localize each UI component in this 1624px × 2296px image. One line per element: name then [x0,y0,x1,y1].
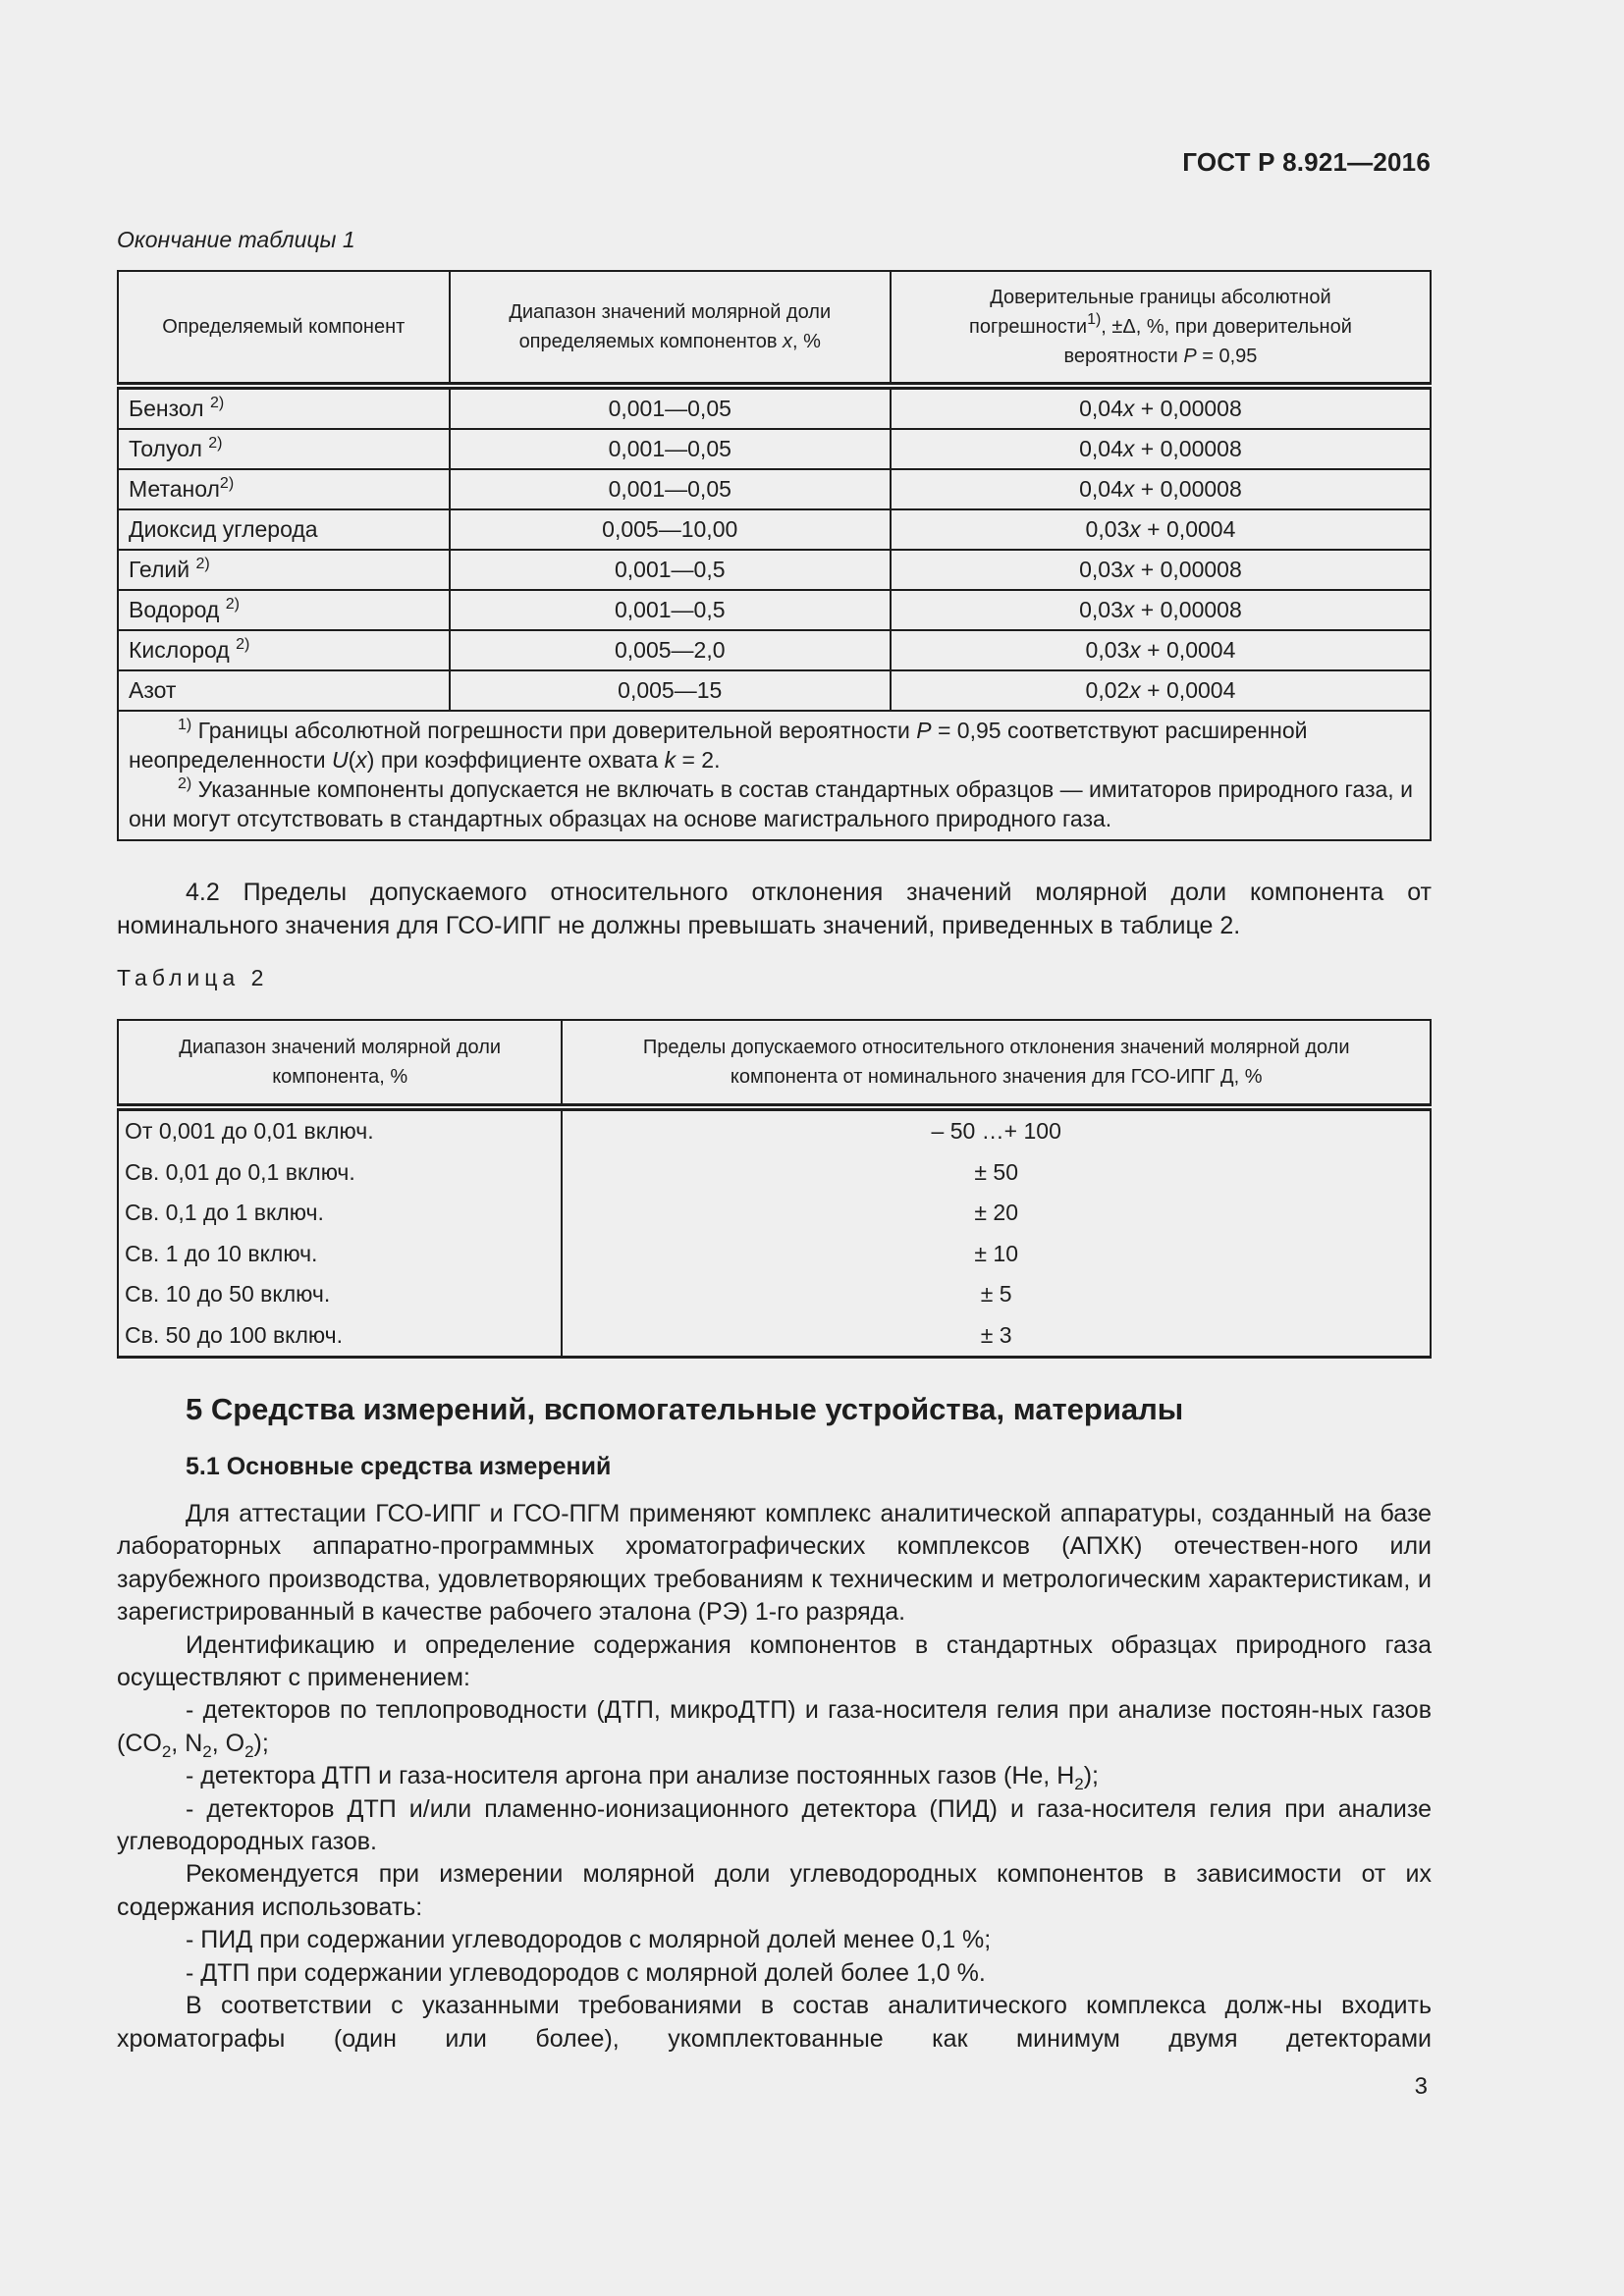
bullet-item: - детекторов ДТП и/или пламенно-ионизационного детектора (ПИД) и газа-носителя гелия при анализе углеводородных газов. [117,1794,1432,1856]
header-text: , ±Δ, %, при доверительной [1101,316,1352,338]
var-x: x [1122,436,1135,461]
header-text: , % [792,331,821,352]
coef: 0,04 [1079,436,1123,461]
coef: 0,04 [1079,396,1123,421]
footnote-ref: 2) [236,636,250,653]
range-cell: Св. 1 до 10 включ. [118,1234,562,1275]
header-text: погрешности [969,316,1088,338]
component-cell [118,670,450,711]
range-cell: 0,001—0,5 [450,590,891,630]
table-row [118,590,1431,630]
header-text: Доверительные границы абсолютной [990,287,1331,308]
uncertainty-cell [891,670,1431,711]
footnote-mark: 1) [178,717,192,733]
paragraph: Идентификацию и определение содержания компонентов в стандартных образцах природного газа осуществляют с применением: [117,1630,1432,1692]
section-5-heading: 5 Средства измерений, вспомогательные устройства, материалы [186,1392,1184,1426]
const: + 0,0004 [1140,637,1236,663]
limit-cell: – 50 …+ 100 [562,1107,1431,1152]
footnote-mark: 2) [178,775,192,792]
const: + 0,00008 [1134,557,1242,582]
bullet-item: - ПИД при содержании углеводородов с молярной долей менее 0,1 %; [186,1926,992,1954]
coef: 0,04 [1079,476,1123,502]
header-var-p: P [1183,346,1197,367]
header-text: определяемых компонентов [518,331,784,352]
range-cell: От 0,001 до 0,01 включ. [118,1107,562,1152]
table-row [118,630,1431,670]
bullet-item [117,1760,1432,1792]
footnote-var: P [916,718,932,743]
footnote-var: x [355,747,367,773]
const: + 0,00008 [1134,476,1242,502]
table1-footnotes [118,711,1431,840]
coef: 0,02 [1085,677,1130,703]
uncertainty-cell [891,550,1431,590]
table-row [118,670,1431,711]
bullet-text: ); [253,1729,269,1757]
header-text: Диапазон значений молярной доли [509,301,832,323]
component-cell [118,429,450,469]
footnote-ref: 1) [1087,311,1102,328]
header-text: вероятности [1063,346,1184,367]
table-row [118,469,1431,509]
var-x: x [1129,677,1141,703]
footnote-text: ( [348,747,356,773]
footnote-text: ) [366,747,381,773]
footnote-text: при коэффициенте охвата [380,747,665,773]
limit-cell: ± 5 [562,1274,1431,1315]
table-1 [117,270,1432,841]
component-cell [118,386,450,429]
paragraph: В соответствии с указанными требованиями в состав аналитического комплекса долж-ны входить хроматографы (один или более), укомплектованные как минимум двумя детекторами [117,1992,1432,2053]
footnote-text: Границы абсолютной погрешности при доверительной вероятности [191,718,917,743]
var-x: x [1129,637,1141,663]
footnote-text: = 2. [676,747,721,773]
var-x: x [1122,597,1135,622]
range-cell: Св. 50 до 100 включ. [118,1315,562,1358]
uncertainty-cell [891,590,1431,630]
component-cell [118,630,450,670]
table-row [118,429,1431,469]
component-name: Азот [129,677,177,703]
limit-cell: ± 3 [562,1315,1431,1358]
paragraph-text: 4.2 Пределы допускаемого относительного отклонения значений молярной доли компонента от номинального значения для ГСО-ИПГ не должны превышать значений, приведенных в таблице 2. [117,879,1432,939]
component-name: Гелий [129,557,190,582]
table1-header-uncertainty [891,271,1431,386]
page-number: 3 [1414,2073,1428,2100]
document-code: ГОСТ Р 8.921—2016 [1182,147,1431,177]
table1-footnotes-row [118,711,1431,840]
range-cell: Св. 0,1 до 1 включ. [118,1193,562,1234]
header-text: Пределы допускаемого относительного отклонения значений молярной доли [642,1037,1350,1058]
footnote-text: Указанные компоненты допускается не включать в состав стандартных образцов — имитаторов природного газа, и они могут отсутствовать в стандартных образцах на основе магистрального природного газа. [129,776,1413,831]
coef: 0,03 [1079,597,1123,622]
range-cell: 0,001—0,05 [450,429,891,469]
range-cell: 0,005—2,0 [450,630,891,670]
component-name: Кислород [129,637,230,663]
footnote-ref: 2) [195,556,210,572]
limit-cell: ± 10 [562,1234,1431,1275]
footnote-var: U [331,747,349,773]
bullet-text: - детектора ДТП и газа-носителя аргона при анализе постоянных газов (He, H [186,1762,1075,1790]
table-row [118,386,1431,429]
header-text: компонента от номинального значения для ГСО-ИПГ Д, % [730,1066,1263,1088]
var-x: x [1129,516,1141,542]
range-cell: Св. 0,01 до 0,1 включ. [118,1152,562,1194]
component-name: Водород [129,597,220,622]
table1-header-component: Определяемый компонент [118,271,450,386]
const: + 0,00008 [1134,436,1242,461]
uncertainty-cell [891,509,1431,550]
table2-header-row [118,1020,1431,1107]
paragraph-4-2 [117,877,1432,942]
header-text: компонента, % [272,1066,408,1088]
table2-header-limits [562,1020,1431,1107]
table-row [118,1107,1431,1152]
const: + 0,0004 [1140,677,1236,703]
coef: 0,03 [1085,637,1130,663]
bullet-item: - ДТП при содержании углеводородов с молярной долей более 1,0 %. [186,1958,986,1987]
bullet-text: , N [171,1729,203,1757]
range-cell: 0,001—0,05 [450,386,891,429]
footnote-ref: 2) [208,435,223,452]
range-cell: 0,001—0,5 [450,550,891,590]
table-row [118,1315,1431,1358]
table-row [118,1152,1431,1194]
table1-header-row [118,271,1431,386]
limit-cell: ± 50 [562,1152,1431,1194]
footnote-var: k [664,747,677,773]
var-x: x [1122,396,1135,421]
range-cell: Св. 10 до 50 включ. [118,1274,562,1315]
bullet-item [117,1694,1432,1760]
subscript: 2 [161,1741,172,1761]
var-x: x [1122,476,1135,502]
component-name: Толуол [129,436,202,461]
component-name: Бензол [129,396,204,421]
header-text: Диапазон значений молярной доли [179,1037,502,1058]
footnote-ref: 2) [225,596,240,613]
table-row [118,1193,1431,1234]
table-row [118,550,1431,590]
paragraph: Для аттестации ГСО-ИПГ и ГСО-ПГМ применяют комплекс аналитической аппаратуры, созданный на базе лабораторных аппаратно-программных хроматографических комплексов (АПХК) отечествен-ного или зарубежного производства, удовлетворяющих требованиям к техническим и метрологическим характеристикам, и зарегистрированный в качестве рабочего эталона (РЭ) 1-го разряда. [117,1500,1432,1627]
component-name: Диоксид углерода [129,516,318,542]
limit-cell: ± 20 [562,1193,1431,1234]
header-text: = 0,95 [1196,346,1258,367]
subscript: 2 [1074,1775,1084,1794]
paragraph: Рекомендуется при измерении молярной доли углеводородных компонентов в зависимости от их содержания использовать: [117,1860,1432,1921]
table-row [118,509,1431,550]
component-cell [118,509,450,550]
coef: 0,03 [1079,557,1123,582]
subscript: 2 [202,1741,212,1761]
table-row [118,1234,1431,1275]
const: + 0,00008 [1134,396,1242,421]
uncertainty-cell [891,429,1431,469]
table2-header-range [118,1020,562,1107]
uncertainty-cell [891,386,1431,429]
bullet-text: ); [1083,1762,1099,1790]
component-cell [118,469,450,509]
range-cell: 0,005—15 [450,670,891,711]
component-cell [118,590,450,630]
footnote-text: = 0,95 соответствуют расширенной неопределенности [129,718,1308,773]
component-cell [118,550,450,590]
component-name: Метанол [129,476,220,502]
section-5-1-heading: 5.1 Основные средства измерений [186,1453,612,1480]
range-cell: 0,005—10,00 [450,509,891,550]
subscript: 2 [244,1741,254,1761]
range-cell: 0,001—0,05 [450,469,891,509]
coef: 0,03 [1085,516,1130,542]
table-2 [117,1019,1432,1359]
footnote-ref: 2) [209,395,225,411]
const: + 0,00008 [1134,597,1242,622]
uncertainty-cell [891,630,1431,670]
table-row [118,1274,1431,1315]
section-5-body [117,1498,1432,2056]
bullet-text: , O [211,1729,245,1757]
uncertainty-cell [891,469,1431,509]
header-var-x: x [783,331,793,352]
footnote-ref: 2) [219,475,235,492]
table1-caption: Окончание таблицы 1 [117,227,355,252]
bullet-text: - детекторов по теплопроводности (ДТП, микроДТП) и газа-носителя гелия при анализе постоян-ных газов (CO [117,1696,1432,1757]
table1-header-range [450,271,891,386]
var-x: x [1122,557,1135,582]
const: + 0,0004 [1140,516,1236,542]
table2-label: Таблица 2 [117,965,269,990]
